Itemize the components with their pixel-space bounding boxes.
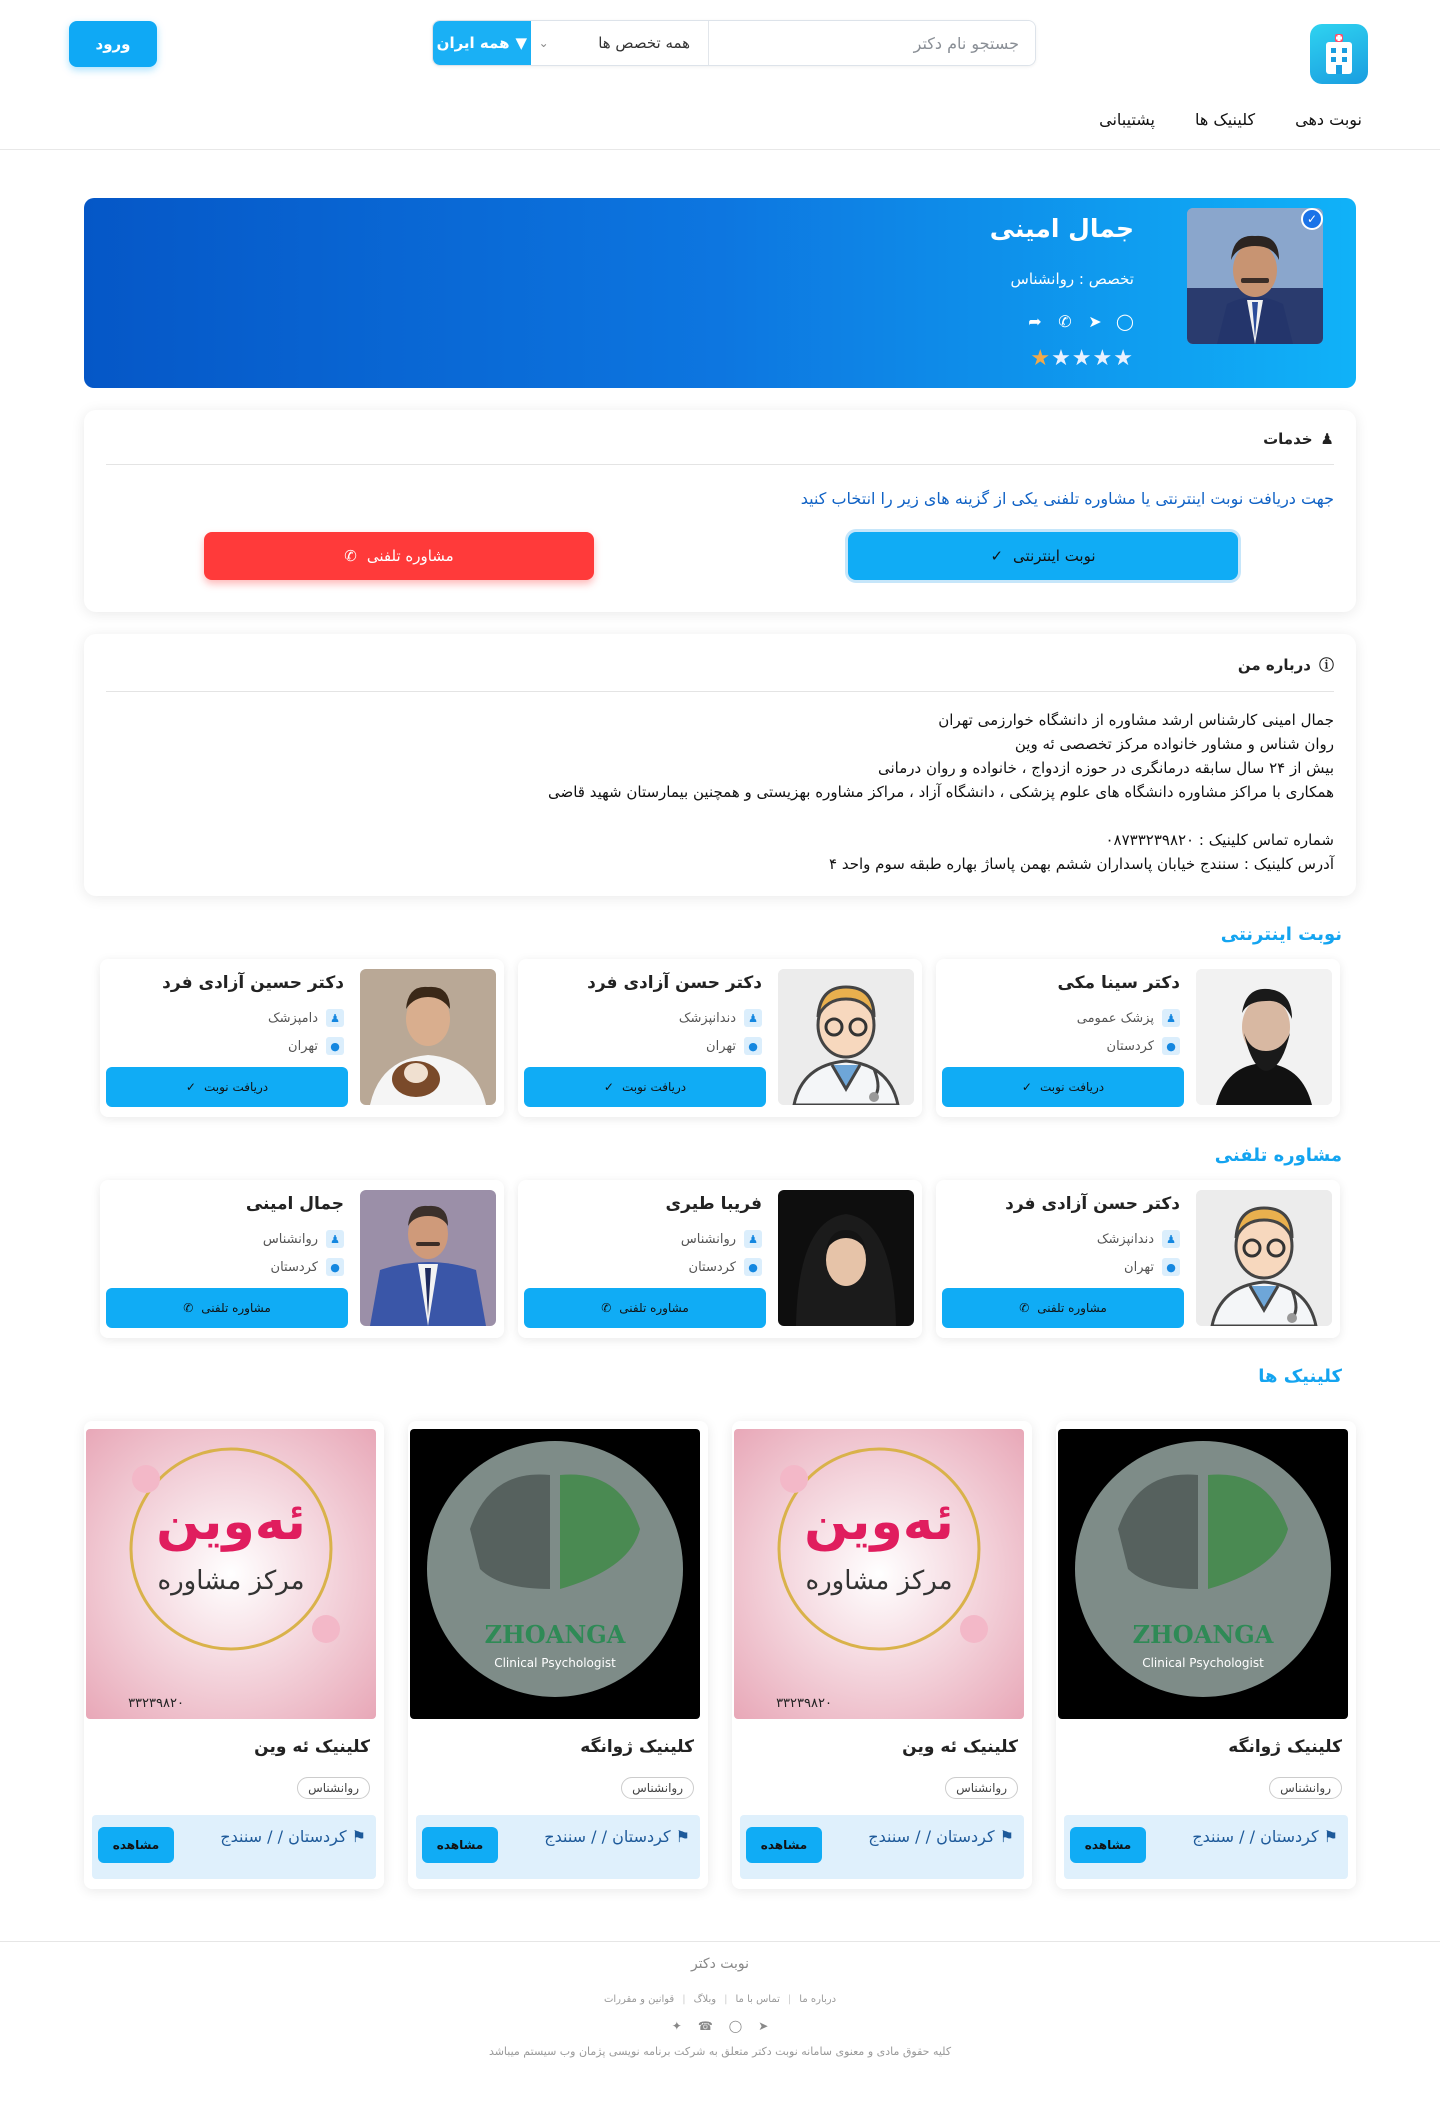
footer-divider: |	[787, 1994, 792, 2005]
clinic-location-text: کردستان / / سنندج	[544, 1827, 671, 1846]
instagram-icon[interactable]: ◯	[728, 2019, 743, 2033]
user-md-icon: ♟	[1320, 430, 1334, 448]
phone-consult-label: مشاوره تلفنی	[366, 547, 454, 565]
doctor-name[interactable]: جمال امینی	[245, 1194, 344, 1214]
services-instruction: جهت دریافت نوبت اینترنتی یا مشاوره تلفنی یکی از گزینه های زیر را انتخاب کنید	[800, 489, 1334, 508]
doctor-specialty-text: پزشک عمومی	[1076, 1010, 1154, 1026]
doctor-specialty	[1077, 1009, 1180, 1027]
doctor-specialty-text: دندانپزشک	[1096, 1231, 1154, 1247]
clinic-footer	[92, 1815, 376, 1879]
clinic-list	[84, 1421, 1356, 1889]
clinic-tag: روانشناس	[945, 1777, 1018, 1799]
clinic-location-text: کردستان / / سنندج	[220, 1827, 347, 1846]
doctor-photo	[1196, 969, 1332, 1105]
info-icon: ⓘ	[1318, 656, 1334, 674]
specialty-value: روانشناس	[1010, 270, 1075, 288]
clinic-logo-phone: ۳۳۲۳۹۸۲۰	[776, 1696, 832, 1711]
doctor-city	[271, 1258, 344, 1276]
online-appointment-button[interactable]	[848, 532, 1238, 580]
doctor-specialty	[1097, 1230, 1180, 1248]
doctor-specialty-text: دامپزشک	[268, 1010, 318, 1026]
about-title	[106, 654, 1334, 692]
user-md-icon: ♟	[326, 1009, 344, 1027]
doctor-specialty	[263, 1230, 344, 1248]
user-md-icon: ♟	[744, 1009, 762, 1027]
user-md-icon: ♟	[326, 1230, 344, 1248]
clinics-section-title: کلینیک ها	[1258, 1366, 1342, 1387]
clinic-logo[interactable]	[410, 1429, 700, 1719]
doctor-city-text: کردستان	[1106, 1038, 1154, 1054]
about-line	[106, 804, 1334, 828]
clinic-logo-title: ZHOANGA	[484, 1620, 626, 1649]
clinic-location	[220, 1825, 366, 1849]
clinic-name[interactable]: کلینیک ئه وین	[254, 1737, 370, 1757]
nav-item-support[interactable]: پشتیبانی	[1099, 110, 1155, 129]
doctor-specialty	[1011, 270, 1134, 288]
phone-section-title: مشاوره تلفنی	[1214, 1145, 1342, 1166]
doctor-name: جمال امینی	[989, 214, 1134, 243]
verified-badge-icon: ✓	[1301, 208, 1323, 230]
share-icon[interactable]: ➦	[1028, 312, 1042, 331]
doctor-card	[518, 1180, 922, 1338]
about-line: جمال امینی کارشناس ارشد مشاوره از دانشگاه خوارزمی تهران	[938, 711, 1334, 729]
star-icon[interactable]: ★	[1113, 346, 1134, 371]
specialty-select-value: همه تخصص ها	[598, 34, 691, 52]
get-appointment-label: دریافت نوبت	[1039, 1080, 1105, 1094]
clinic-card	[1056, 1421, 1356, 1889]
doctor-name[interactable]: دکتر حسن آزادی فرد	[587, 973, 762, 993]
clinic-name[interactable]: کلینیک ژوانگه	[580, 1737, 694, 1757]
doctor-city	[689, 1258, 762, 1276]
clinic-logo-phone: ۳۳۲۳۹۸۲۰	[128, 1696, 184, 1711]
user-md-icon: ♟	[1162, 1009, 1180, 1027]
doctor-city-text: تهران	[1124, 1259, 1154, 1275]
doctor-specialty-text: دندانپزشک	[678, 1010, 736, 1026]
check-icon: ✓	[990, 547, 1004, 565]
doctor-specialty-text: روانشناس	[680, 1231, 736, 1247]
map-pin-icon: ●	[1162, 1258, 1180, 1276]
clinic-logo-title: ئەوین	[156, 1492, 306, 1552]
doctor-photo	[778, 969, 914, 1105]
doctor-specialty	[268, 1009, 344, 1027]
footer-social	[0, 2019, 1440, 2033]
clinic-logo-subtitle: Clinical Psychologist	[494, 1656, 616, 1670]
doctor-photo	[778, 1190, 914, 1326]
get-appointment-label: دریافت نوبت	[203, 1080, 269, 1094]
get-appointment-label: دریافت نوبت	[621, 1080, 687, 1094]
main-content	[84, 198, 1356, 1889]
clinic-tag: روانشناس	[297, 1777, 370, 1799]
check-icon: ✓	[1021, 1080, 1032, 1094]
doctor-photo	[360, 969, 496, 1105]
map-pin-icon: ▼	[515, 34, 528, 52]
footer-divider: |	[724, 1994, 728, 2005]
doctor-city-text: تهران	[706, 1038, 736, 1054]
map-pin-icon: ●	[744, 1037, 762, 1055]
twitter-icon[interactable]: ✦	[671, 2019, 682, 2033]
search-bar	[432, 20, 1036, 66]
phone-call-icon: ✆	[601, 1301, 612, 1315]
doctor-city-text: کردستان	[688, 1259, 736, 1275]
specialty-label: تخصص :	[1078, 270, 1134, 288]
get-appointment-button[interactable]	[524, 1067, 766, 1107]
service-buttons	[106, 532, 1334, 580]
services-card	[84, 410, 1356, 612]
clinic-logo-title: ئەوین	[804, 1492, 954, 1552]
site-footer	[0, 1941, 1440, 2064]
star-icon[interactable]: ★	[1071, 346, 1093, 371]
services-title-text: خدمات	[1263, 430, 1313, 448]
doctor-city	[288, 1037, 344, 1055]
get-appointment-button[interactable]	[106, 1067, 348, 1107]
phone-consult-card-button[interactable]	[106, 1288, 348, 1328]
clinic-name[interactable]: کلینیک ژوانگه	[1228, 1737, 1342, 1757]
doctor-city-text: کردستان	[270, 1259, 318, 1275]
doctor-avatar	[1187, 208, 1323, 344]
clinic-tag: روانشناس	[1269, 1777, 1342, 1799]
flag-icon: ⚑	[1323, 1827, 1338, 1846]
clinic-footer	[416, 1815, 700, 1879]
phone-consult-card-label: مشاوره تلفنی	[619, 1301, 689, 1315]
clinic-logo[interactable]	[86, 1429, 376, 1719]
doctor-name[interactable]: دکتر سینا مکی	[1057, 973, 1180, 993]
phone-consult-card-button[interactable]	[942, 1288, 1184, 1328]
footer-link-about[interactable]: درباره ما	[799, 1994, 837, 2005]
check-icon: ✓	[603, 1080, 614, 1094]
map-pin-icon: ●	[744, 1258, 762, 1276]
doctor-specialty-text: روانشناس	[262, 1231, 318, 1247]
about-line: شماره تماس کلینیک : ۰۸۷۳۳۲۳۹۸۲۰	[1105, 831, 1334, 849]
nav-item-clinics[interactable]: کلینیک ها	[1195, 110, 1256, 129]
doctor-photo	[360, 1190, 496, 1326]
online-doctor-list	[84, 959, 1356, 1117]
map-pin-icon: ●	[1162, 1037, 1180, 1055]
doctor-card	[518, 959, 922, 1117]
clinic-location-text: کردستان / / سنندج	[1192, 1827, 1319, 1846]
region-button-label: همه ایران	[436, 34, 510, 52]
view-clinic-button[interactable]: مشاهده	[98, 1827, 174, 1863]
clinic-location	[1192, 1825, 1338, 1849]
doctor-photo	[1196, 1190, 1332, 1326]
star-icon[interactable]: ★	[1092, 346, 1114, 371]
online-section-title: نوبت اینترنتی	[1220, 924, 1342, 945]
about-line: روان شناس و مشاور خانواده مرکز تخصصی ئه وین	[1014, 735, 1334, 753]
clinic-location-text: کردستان / / سنندج	[868, 1827, 995, 1846]
clinic-footer	[1064, 1815, 1348, 1879]
doctor-specialty	[679, 1009, 762, 1027]
online-appointment-label: نوبت اینترنتی	[1013, 547, 1096, 565]
doctor-city-text: تهران	[288, 1038, 318, 1054]
clinic-footer	[740, 1815, 1024, 1879]
footer-link-terms[interactable]: قوانین و مقررات	[603, 1994, 675, 2005]
about-card	[84, 634, 1356, 896]
doctor-card	[936, 959, 1340, 1117]
phone-call-icon: ✆	[344, 547, 357, 565]
about-line: بیش از ۲۴ سال سابقه درمانگری در حوزه ازدواج ، خانواده و روان درمانی	[877, 759, 1334, 777]
login-button[interactable]: ورود	[69, 21, 157, 67]
phone-consult-card-label: مشاوره تلفنی	[1037, 1301, 1107, 1315]
clinic-logo[interactable]	[734, 1429, 1024, 1719]
about-title-text: درباره من	[1237, 655, 1311, 674]
telegram-icon[interactable]: ➤	[758, 2019, 769, 2033]
doctor-name[interactable]: دکتر حسن آزادی فرد	[1005, 1194, 1180, 1214]
clinic-location	[544, 1825, 690, 1849]
about-text	[106, 708, 1334, 876]
site-logo[interactable]	[1310, 24, 1368, 84]
instagram-icon[interactable]: ◯	[1116, 312, 1134, 331]
profile-contact-icons	[1026, 312, 1134, 331]
phone-call-icon: ✆	[183, 1301, 194, 1315]
clinic-logo[interactable]	[1058, 1429, 1348, 1719]
flag-icon: ⚑	[675, 1827, 690, 1846]
view-clinic-button[interactable]: مشاهده	[422, 1827, 498, 1863]
footer-divider: |	[682, 1994, 686, 2005]
clinic-location	[868, 1825, 1014, 1849]
phone-doctor-list	[84, 1180, 1356, 1338]
clinic-card	[408, 1421, 708, 1889]
about-line: همکاری با مراکز مشاوره دانشگاه های علوم پزشکی ، دانشگاه آزاد ، مراکز مشاوره بهزیستی و همچنین بیمارستان شهید قاضی	[547, 783, 1334, 801]
doctor-card	[100, 1180, 504, 1338]
doctor-card	[100, 959, 504, 1117]
footer-link-contact[interactable]: تماس با ما	[735, 1994, 780, 2005]
phone-call-icon: ✆	[1019, 1301, 1030, 1315]
chevron-down-icon: ⌄	[538, 36, 549, 50]
check-icon: ✓	[185, 1080, 196, 1094]
clinic-logo-subtitle: Clinical Psychologist	[1142, 1656, 1264, 1670]
clinic-card	[732, 1421, 1032, 1889]
phone-consult-card-label: مشاوره تلفنی	[201, 1301, 271, 1315]
footer-brand: نوبت دکتر	[690, 1956, 750, 1972]
doctor-city	[706, 1037, 762, 1055]
doctor-name[interactable]: فریبا طیری	[665, 1194, 762, 1214]
map-pin-icon: ●	[326, 1037, 344, 1055]
user-md-icon: ♟	[1162, 1230, 1180, 1248]
footer-copyright: کلیه حقوق مادی و معنوی سامانه نوبت دکتر متعلق به شرکت برنامه نویسی پژمان وب سیستم میباشد	[488, 2045, 952, 2058]
rating-stars[interactable]	[1030, 346, 1134, 371]
doctor-card	[936, 1180, 1340, 1338]
main-nav	[1099, 110, 1362, 129]
phone-icon[interactable]: ✆	[1058, 312, 1072, 331]
view-clinic-button[interactable]: مشاهده	[1070, 1827, 1146, 1863]
phone-consult-card-button[interactable]	[524, 1288, 766, 1328]
specialty-select[interactable]	[531, 21, 708, 65]
footer-link-blog[interactable]: وبلاگ	[693, 1994, 717, 2005]
clinic-tag: روانشناس	[621, 1777, 694, 1799]
doctor-search-input[interactable]	[708, 21, 1035, 65]
user-md-icon: ♟	[744, 1230, 762, 1248]
clinic-card	[84, 1421, 384, 1889]
get-appointment-button[interactable]	[942, 1067, 1184, 1107]
telegram-icon[interactable]: ➤	[1088, 312, 1102, 331]
view-clinic-button[interactable]: مشاهده	[746, 1827, 822, 1863]
flag-icon: ⚑	[351, 1827, 366, 1846]
star-icon[interactable]: ★	[1030, 346, 1052, 371]
star-icon[interactable]: ★	[1051, 346, 1072, 371]
doctor-name[interactable]: دکتر حسین آزادی فرد	[162, 973, 344, 993]
whatsapp-icon[interactable]: ☎	[697, 2019, 713, 2033]
doctor-city	[1124, 1258, 1180, 1276]
map-pin-icon: ●	[326, 1258, 344, 1276]
site-header	[0, 0, 1440, 150]
footer-links	[0, 1994, 1440, 2005]
doctor-city	[1107, 1037, 1180, 1055]
clinic-name[interactable]: کلینیک ئه وین	[902, 1737, 1018, 1757]
flag-icon: ⚑	[999, 1827, 1014, 1846]
doctor-specialty	[681, 1230, 762, 1248]
clinic-logo-subtitle: مرکز مشاوره	[157, 1566, 305, 1596]
doctor-logo-icon	[1320, 32, 1358, 76]
phone-consult-button[interactable]	[204, 532, 594, 580]
clinic-logo-title: ZHOANGA	[1132, 1620, 1274, 1649]
region-button[interactable]	[433, 21, 531, 65]
about-line: آدرس کلینیک : سنندج خیابان پاسداران ششم بهمن پاساژ بهاره طبقه سوم واحد ۴	[829, 855, 1334, 873]
nav-item-appointments[interactable]: نوبت دهی	[1295, 110, 1362, 129]
doctor-profile-banner	[84, 198, 1356, 388]
clinic-logo-subtitle: مرکز مشاوره	[805, 1566, 953, 1596]
services-title	[106, 430, 1334, 465]
